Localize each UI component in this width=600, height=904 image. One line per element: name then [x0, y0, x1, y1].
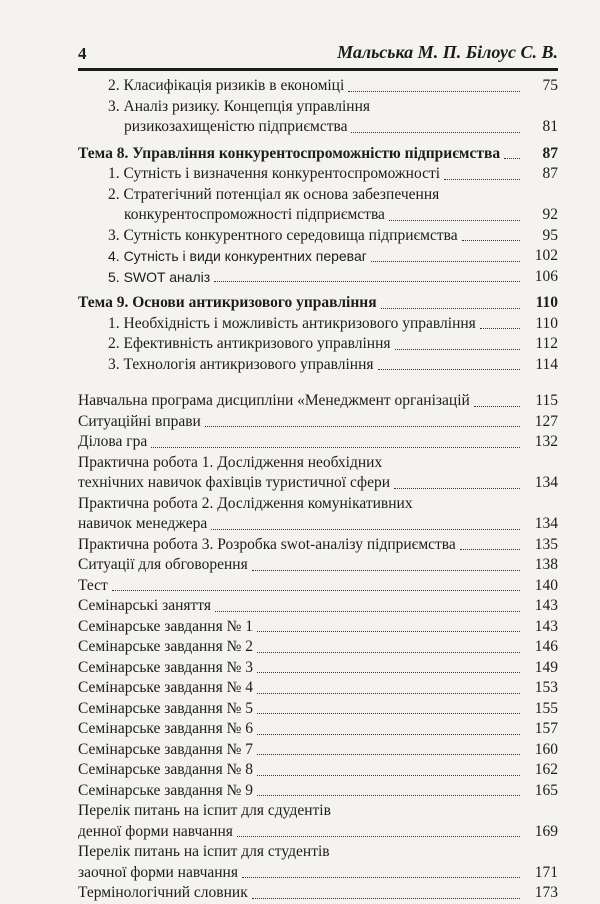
toc-entry: [78, 97, 558, 118]
toc-entry: [78, 494, 558, 515]
toc-entry: [78, 822, 558, 843]
toc-entry-title: Тест: [78, 576, 108, 594]
toc-entry: [78, 801, 558, 822]
running-head-authors: Мальська М. П. Білоус С. В.: [337, 42, 558, 62]
toc-entry-title: Перелік питань на іспит для студентів: [78, 843, 330, 860]
toc-entry: [78, 432, 558, 453]
toc-leader-dots: [215, 611, 520, 612]
toc-entry-title: 2. Ефективність антикризового управління: [108, 335, 391, 352]
toc-entry-title: 1. Сутність і визначення конкурентоспроможності: [108, 165, 441, 182]
toc-leader-dots: [474, 406, 520, 407]
toc-entry-title: Семінарське завдання № 2: [78, 638, 254, 655]
toc-leader-dots: [211, 529, 520, 530]
table-of-contents: [78, 76, 558, 904]
toc-page-number: 173: [534, 884, 558, 901]
toc-leader-dots: [389, 220, 520, 221]
toc-leader-dots: [237, 836, 520, 837]
toc-page-number: 112: [535, 335, 558, 352]
toc-entry-title: Семінарське завдання № 5: [78, 699, 254, 717]
toc-entry: [78, 76, 558, 97]
toc-leader-dots: [257, 713, 520, 714]
toc-entry-title: 2. Стратегічний потенціал як основа забезпечення: [108, 185, 440, 203]
toc-leader-dots: [351, 132, 520, 133]
toc-page-number: 106: [534, 267, 558, 285]
toc-entry-title: Семінарське завдання № 6: [78, 720, 254, 737]
toc-entry: [78, 699, 558, 720]
toc-leader-dots: [242, 877, 520, 878]
toc-entry: [78, 863, 558, 884]
toc-entry-title: Семінарське завдання № 8: [78, 761, 254, 778]
toc-leader-dots: [394, 488, 520, 489]
toc-entry: [78, 576, 558, 597]
toc-entry-title: 3. Технологія антикризового управління: [108, 355, 374, 373]
toc-page-number: 143: [534, 597, 558, 614]
toc-entry: [78, 637, 558, 658]
toc-page-number: 146: [534, 638, 558, 655]
toc-leader-dots: [395, 349, 520, 350]
toc-entry-title: денної форми навчання: [78, 822, 233, 840]
toc-entry-title: Ділова гра: [78, 433, 148, 450]
toc-leader-dots: [257, 734, 520, 735]
toc-entry: [78, 205, 558, 226]
toc-leader-dots: [257, 672, 520, 673]
toc-entry: [78, 412, 558, 433]
toc-page-number: 115: [535, 392, 558, 409]
toc-entry: [78, 391, 558, 412]
toc-page-number: 162: [534, 761, 558, 778]
toc-entry-title: Практична робота 1. Дослідження необхідних: [78, 453, 383, 471]
page-number: 4: [78, 44, 87, 63]
toc-leader-dots: [480, 328, 520, 329]
toc-page-number: 114: [535, 355, 558, 373]
toc-page-number: 155: [534, 699, 558, 717]
toc-entry: [78, 883, 558, 904]
toc-entry: [78, 144, 558, 165]
toc-entry: [78, 334, 558, 355]
toc-leader-dots: [257, 754, 520, 755]
toc-entry-title: Термінологічний словник: [78, 884, 248, 901]
toc-entry: [78, 514, 558, 535]
toc-leader-dots: [252, 570, 520, 571]
toc-page-number: 153: [534, 679, 558, 696]
toc-leader-dots: [371, 261, 520, 262]
toc-entry: [78, 355, 558, 376]
toc-entry-title: ризикозахищеністю підприємства: [124, 118, 348, 135]
toc-entry: [78, 535, 558, 556]
toc-entry: [78, 678, 558, 699]
toc-page-number: 171: [534, 863, 558, 881]
toc-entry-title: Практична робота 2. Дослідження комунікативних: [78, 494, 413, 512]
toc-entry: [78, 117, 558, 138]
page-header: [78, 40, 558, 68]
toc-page-number: 149: [534, 658, 558, 676]
toc-entry-title: 4. Сутність і види конкурентних переваг: [108, 248, 367, 264]
header-rule: [78, 68, 558, 71]
toc-leader-dots: [112, 590, 520, 591]
toc-entry-title: Навчальна програма дисципліни «Менеджмент організацій: [78, 392, 470, 409]
toc-entry: [78, 453, 558, 474]
toc-page-number: 169: [534, 822, 558, 840]
toc-entry: [78, 267, 558, 288]
toc-leader-dots: [252, 898, 520, 899]
toc-leader-dots: [257, 652, 520, 653]
toc-entry-title: Семінарське завдання № 7: [78, 740, 254, 758]
toc-entry: [78, 740, 558, 761]
toc-entry-title: Ситуаційні вправи: [78, 412, 201, 430]
toc-entry: [78, 293, 558, 314]
toc-entry-title: Практична робота 3. Розробка swot-аналізу підприємства: [78, 535, 456, 553]
toc-page-number: 110: [535, 314, 558, 332]
toc-entry: [78, 164, 558, 185]
toc-entry-title: 3. Сутність конкурентного середовища підприємства: [108, 226, 458, 244]
toc-page-number: 140: [534, 576, 558, 594]
toc-entry: [78, 658, 558, 679]
toc-entry-title: Семінарське завдання № 1: [78, 617, 254, 635]
toc-page-number: 87: [542, 165, 558, 182]
toc-entry-title: Тема 8. Управління конкурентоспроможністю підприємства: [78, 144, 501, 162]
toc-leader-dots: [462, 240, 520, 241]
toc-page-number: 157: [534, 720, 558, 737]
toc-entry: [78, 781, 558, 802]
toc-page-number: 135: [534, 535, 558, 553]
toc-leader-dots: [504, 158, 520, 159]
toc-entry: [78, 226, 558, 247]
toc-entry: [78, 596, 558, 617]
toc-entry-title: навичок менеджера: [78, 515, 208, 532]
toc-leader-dots: [381, 308, 520, 309]
toc-entry: [78, 719, 558, 740]
toc-entry-title: конкурентоспроможності підприємства: [124, 206, 385, 223]
toc-leader-dots: [257, 693, 520, 694]
toc-entry-title: 5. SWOT аналіз: [108, 268, 211, 285]
toc-entry-title: 1. Необхідність і можливість антикризового управління: [108, 314, 476, 332]
toc-entry: [78, 617, 558, 638]
toc-page-number: 160: [534, 740, 558, 758]
toc-entry-title: технічних навичок фахівців туристичної сфери: [78, 474, 391, 491]
toc-page-number: 87: [542, 144, 558, 162]
toc-entry-title: Ситуації для обговорення: [78, 556, 248, 573]
toc-leader-dots: [151, 447, 520, 448]
toc-entry: [78, 314, 558, 335]
toc-entry-title: Семінарське завдання № 9: [78, 781, 254, 799]
toc-entry-title: Семінарське завдання № 3: [78, 658, 254, 676]
toc-page-number: 132: [534, 433, 558, 450]
toc-entry: [78, 185, 558, 206]
toc-leader-dots: [460, 549, 520, 550]
toc-entry-title: заочної форми навчання: [78, 863, 238, 881]
toc-page-number: 134: [534, 515, 558, 532]
toc-entry: [78, 760, 558, 781]
toc-entry: [78, 555, 558, 576]
toc-page-number: 81: [542, 118, 558, 135]
toc-leader-dots: [378, 369, 520, 370]
toc-entry-title: Семінарське завдання № 4: [78, 679, 254, 696]
toc-leader-dots: [444, 179, 520, 180]
toc-entry-title: Тема 9. Основи антикризового управління: [78, 294, 377, 311]
toc-entry: [78, 246, 558, 267]
toc-leader-dots: [205, 426, 520, 427]
toc-leader-dots: [214, 281, 520, 282]
toc-leader-dots: [257, 775, 520, 776]
toc-page-number: 134: [534, 474, 558, 491]
toc-entry: [78, 842, 558, 863]
toc-page-number: 92: [542, 206, 558, 223]
toc-page-number: 143: [534, 617, 558, 635]
toc-leader-dots: [257, 795, 520, 796]
toc-page-number: 110: [535, 294, 558, 311]
toc-entry-title: Семінарські заняття: [78, 597, 212, 614]
toc-entry-title: 2. Класифікація ризиків в економіці: [108, 77, 345, 94]
toc-page-number: 165: [534, 781, 558, 799]
toc-page-number: 75: [542, 77, 558, 94]
toc-page-number: 95: [542, 226, 558, 244]
toc-entry-title: Перелік питань на іспит для сдудентів: [78, 802, 331, 819]
toc-page-number: 102: [534, 247, 558, 264]
toc-page-number: 138: [534, 556, 558, 573]
toc-leader-dots: [257, 631, 520, 632]
toc-page-number: 127: [534, 412, 558, 430]
toc-entry: [78, 473, 558, 494]
toc-entry-title: 3. Аналіз ризику. Концепція управління: [108, 97, 371, 115]
toc-leader-dots: [348, 91, 520, 92]
